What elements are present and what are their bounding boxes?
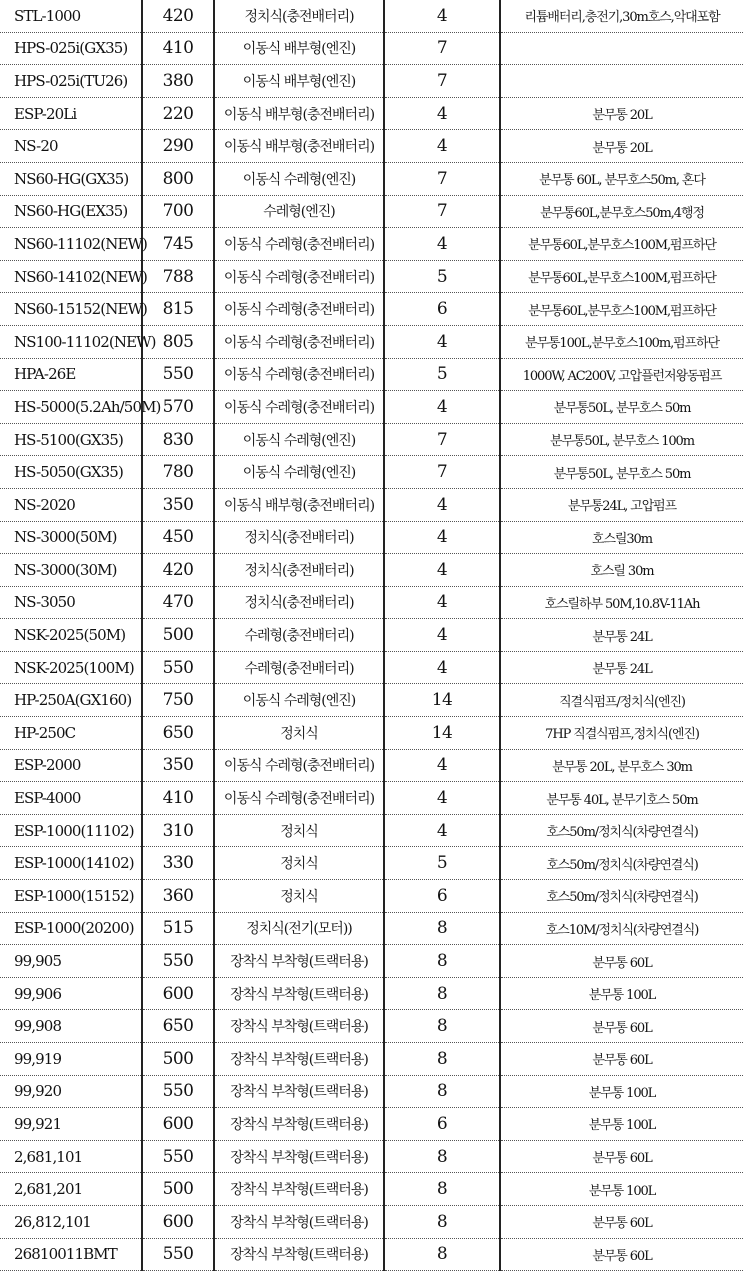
type-cell: 수레형(충전배터리) xyxy=(214,619,384,652)
note-cell: 분무통 60L xyxy=(500,1010,743,1043)
model-cell: HPA-26E xyxy=(0,358,142,391)
table-row xyxy=(0,977,743,1010)
type-cell: 이동식 수레형(충전배터리) xyxy=(214,293,384,326)
quantity-cell: 4 xyxy=(384,325,500,358)
quantity-cell: 4 xyxy=(384,228,500,261)
type-cell: 이동식 배부형(충전배터리) xyxy=(214,97,384,130)
note-cell: 분무통 20L xyxy=(500,97,743,130)
note-cell xyxy=(500,65,743,98)
model-cell: NS60-HG(GX35) xyxy=(0,162,142,195)
quantity-cell: 5 xyxy=(384,260,500,293)
model-cell: 99,920 xyxy=(0,1075,142,1108)
type-cell: 정치식 xyxy=(214,717,384,750)
price-cell: 500 xyxy=(142,1043,214,1076)
note-cell: 분무통 60L xyxy=(500,1205,743,1238)
note-cell: 분무통 40L, 분무기호스 50m xyxy=(500,782,743,815)
table-row xyxy=(0,945,743,978)
model-cell: 26810011BMT xyxy=(0,1238,142,1271)
table-row xyxy=(0,814,743,847)
note-cell: 분무통 60L xyxy=(500,945,743,978)
type-cell: 이동식 수레형(충전배터리) xyxy=(214,358,384,391)
type-cell: 정치식(충전배터리) xyxy=(214,521,384,554)
note-cell: 1000W, AC200V, 고압플런저왕동펌프 xyxy=(500,358,743,391)
table-row xyxy=(0,1108,743,1141)
model-cell: NS-2020 xyxy=(0,488,142,521)
type-cell: 장착식 부착형(트랙터용) xyxy=(214,945,384,978)
table-row xyxy=(0,228,743,261)
note-cell: 분무통 100L xyxy=(500,977,743,1010)
type-cell: 장착식 부착형(트랙터용) xyxy=(214,977,384,1010)
price-cell: 650 xyxy=(142,1010,214,1043)
table-row xyxy=(0,293,743,326)
table-row xyxy=(0,847,743,880)
note-cell: 분무통24L, 고압펌프 xyxy=(500,488,743,521)
table-row xyxy=(0,162,743,195)
table-row xyxy=(0,0,743,32)
table-row xyxy=(0,1140,743,1173)
quantity-cell: 8 xyxy=(384,945,500,978)
model-cell: ESP-1000(15152) xyxy=(0,880,142,913)
price-cell: 290 xyxy=(142,130,214,163)
price-cell: 500 xyxy=(142,1173,214,1206)
quantity-cell: 4 xyxy=(384,749,500,782)
model-cell: HPS-025i(GX35) xyxy=(0,32,142,65)
table-row xyxy=(0,554,743,587)
model-cell: 99,905 xyxy=(0,945,142,978)
note-cell: 분무통 60L xyxy=(500,1140,743,1173)
note-cell: 분무통50L, 분무호스 100m xyxy=(500,423,743,456)
type-cell: 이동식 수레형(충전배터리) xyxy=(214,325,384,358)
model-cell: ESP-1000(14102) xyxy=(0,847,142,880)
quantity-cell: 4 xyxy=(384,782,500,815)
price-cell: 600 xyxy=(142,977,214,1010)
type-cell: 이동식 수레형(엔진) xyxy=(214,162,384,195)
note-cell: 분무통50L, 분무호스 50m xyxy=(500,456,743,489)
note-cell: 분무통 60L xyxy=(500,1043,743,1076)
table-row xyxy=(0,260,743,293)
quantity-cell: 7 xyxy=(384,195,500,228)
table-row xyxy=(0,325,743,358)
type-cell: 이동식 배부형(엔진) xyxy=(214,65,384,98)
price-cell: 700 xyxy=(142,195,214,228)
model-cell: STL-1000 xyxy=(0,0,142,32)
model-cell: 2,681,201 xyxy=(0,1173,142,1206)
model-cell: HS-5000(5.2Ah/50M) xyxy=(0,391,142,424)
price-cell: 420 xyxy=(142,554,214,587)
quantity-cell: 8 xyxy=(384,1043,500,1076)
type-cell: 이동식 수레형(충전배터리) xyxy=(214,749,384,782)
quantity-cell: 4 xyxy=(384,130,500,163)
table-row xyxy=(0,1173,743,1206)
note-cell: 직결식펌프/정치식(엔진) xyxy=(500,684,743,717)
type-cell: 이동식 수레형(엔진) xyxy=(214,456,384,489)
quantity-cell: 8 xyxy=(384,1010,500,1043)
model-cell: NSK-2025(50M) xyxy=(0,619,142,652)
type-cell: 정치식 xyxy=(214,847,384,880)
price-cell: 600 xyxy=(142,1108,214,1141)
quantity-cell: 4 xyxy=(384,391,500,424)
price-cell: 420 xyxy=(142,0,214,32)
price-cell: 310 xyxy=(142,814,214,847)
type-cell: 수레형(충전배터리) xyxy=(214,651,384,684)
note-cell: 분무통100L,분무호스100m,펌프하단 xyxy=(500,325,743,358)
note-cell: 분무통60L,분무호스100M,펌프하단 xyxy=(500,293,743,326)
model-cell: ESP-1000(20200) xyxy=(0,912,142,945)
price-cell: 330 xyxy=(142,847,214,880)
price-cell: 550 xyxy=(142,1140,214,1173)
table-row xyxy=(0,717,743,750)
model-cell: HS-5050(GX35) xyxy=(0,456,142,489)
model-cell: NS-20 xyxy=(0,130,142,163)
note-cell: 분무통 100L xyxy=(500,1173,743,1206)
price-cell: 745 xyxy=(142,228,214,261)
table-row xyxy=(0,1205,743,1238)
note-cell: 분무통60L,분무호스50m,4행정 xyxy=(500,195,743,228)
price-cell: 830 xyxy=(142,423,214,456)
type-cell: 정치식(전기(모터)) xyxy=(214,912,384,945)
model-cell: NS-3000(30M) xyxy=(0,554,142,587)
note-cell: 7HP 직결식펌프,정치식(엔진) xyxy=(500,717,743,750)
model-cell: 26,812,101 xyxy=(0,1205,142,1238)
table-row xyxy=(0,391,743,424)
table-row xyxy=(0,195,743,228)
model-cell: HPS-025i(TU26) xyxy=(0,65,142,98)
quantity-cell: 8 xyxy=(384,1205,500,1238)
type-cell: 정치식 xyxy=(214,814,384,847)
quantity-cell: 6 xyxy=(384,1108,500,1141)
type-cell: 정치식(충전배터리) xyxy=(214,0,384,32)
quantity-cell: 7 xyxy=(384,162,500,195)
table-row xyxy=(0,488,743,521)
note-cell: 호스릴하부 50M,10.8V-11Ah xyxy=(500,586,743,619)
note-cell: 호스릴 30m xyxy=(500,554,743,587)
model-cell: 99,919 xyxy=(0,1043,142,1076)
quantity-cell: 14 xyxy=(384,717,500,750)
quantity-cell: 8 xyxy=(384,912,500,945)
note-cell: 호스릴30m xyxy=(500,521,743,554)
model-cell: HS-5100(GX35) xyxy=(0,423,142,456)
price-cell: 600 xyxy=(142,1205,214,1238)
type-cell: 장착식 부착형(트랙터용) xyxy=(214,1043,384,1076)
quantity-cell: 7 xyxy=(384,456,500,489)
model-cell: HP-250C xyxy=(0,717,142,750)
note-cell: 리튬배터리,충전기,30m호스,악대포함 xyxy=(500,0,743,32)
note-cell: 분무통 60L, 분무호스50m, 혼다 xyxy=(500,162,743,195)
note-cell: 분무통 24L xyxy=(500,651,743,684)
price-cell: 220 xyxy=(142,97,214,130)
table-row xyxy=(0,619,743,652)
model-cell: 99,908 xyxy=(0,1010,142,1043)
type-cell: 장착식 부착형(트랙터용) xyxy=(214,1238,384,1271)
quantity-cell: 8 xyxy=(384,977,500,1010)
quantity-cell: 4 xyxy=(384,0,500,32)
quantity-cell: 4 xyxy=(384,814,500,847)
table-row xyxy=(0,912,743,945)
table-row xyxy=(0,749,743,782)
type-cell: 이동식 수레형(엔진) xyxy=(214,423,384,456)
price-cell: 800 xyxy=(142,162,214,195)
note-cell: 호스50m/정치식(차량연결식) xyxy=(500,847,743,880)
price-cell: 550 xyxy=(142,651,214,684)
note-cell: 분무통 20L, 분무호스 30m xyxy=(500,749,743,782)
type-cell: 이동식 수레형(충전배터리) xyxy=(214,391,384,424)
type-cell: 장착식 부착형(트랙터용) xyxy=(214,1173,384,1206)
quantity-cell: 7 xyxy=(384,65,500,98)
quantity-cell: 4 xyxy=(384,97,500,130)
type-cell: 정치식(충전배터리) xyxy=(214,586,384,619)
quantity-cell: 8 xyxy=(384,1140,500,1173)
model-cell: NS-3050 xyxy=(0,586,142,619)
quantity-cell: 8 xyxy=(384,1075,500,1108)
table-row xyxy=(0,423,743,456)
model-cell: HP-250A(GX160) xyxy=(0,684,142,717)
quantity-cell: 4 xyxy=(384,619,500,652)
note-cell: 분무통60L,분무호스100M,펌프하단 xyxy=(500,228,743,261)
price-cell: 750 xyxy=(142,684,214,717)
quantity-cell: 6 xyxy=(384,293,500,326)
note-cell: 분무통 100L xyxy=(500,1075,743,1108)
model-cell: ESP-2000 xyxy=(0,749,142,782)
price-cell: 815 xyxy=(142,293,214,326)
model-cell: ESP-1000(11102) xyxy=(0,814,142,847)
table-row xyxy=(0,65,743,98)
type-cell: 이동식 배부형(엔진) xyxy=(214,32,384,65)
table-row xyxy=(0,130,743,163)
note-cell: 분무통 24L xyxy=(500,619,743,652)
price-cell: 515 xyxy=(142,912,214,945)
model-cell: NS60-11102(NEW) xyxy=(0,228,142,261)
price-cell: 550 xyxy=(142,945,214,978)
table-row xyxy=(0,880,743,913)
type-cell: 이동식 수레형(충전배터리) xyxy=(214,782,384,815)
type-cell: 장착식 부착형(트랙터용) xyxy=(214,1140,384,1173)
model-cell: NS100-11102(NEW) xyxy=(0,325,142,358)
quantity-cell: 5 xyxy=(384,847,500,880)
quantity-cell: 7 xyxy=(384,32,500,65)
type-cell: 장착식 부착형(트랙터용) xyxy=(214,1108,384,1141)
model-cell: ESP-20Li xyxy=(0,97,142,130)
table-row xyxy=(0,32,743,65)
model-cell: NS-3000(50M) xyxy=(0,521,142,554)
model-cell: 99,906 xyxy=(0,977,142,1010)
table-row xyxy=(0,1043,743,1076)
table-row xyxy=(0,521,743,554)
price-cell: 550 xyxy=(142,358,214,391)
quantity-cell: 4 xyxy=(384,554,500,587)
table-row xyxy=(0,1075,743,1108)
quantity-cell: 4 xyxy=(384,651,500,684)
model-cell: NSK-2025(100M) xyxy=(0,651,142,684)
quantity-cell: 7 xyxy=(384,423,500,456)
type-cell: 이동식 수레형(엔진) xyxy=(214,684,384,717)
model-cell: NS60-15152(NEW) xyxy=(0,293,142,326)
type-cell: 이동식 배부형(충전배터리) xyxy=(214,488,384,521)
price-cell: 380 xyxy=(142,65,214,98)
note-cell: 분무통 60L xyxy=(500,1238,743,1271)
table-row xyxy=(0,358,743,391)
type-cell: 정치식(충전배터리) xyxy=(214,554,384,587)
model-cell: 99,921 xyxy=(0,1108,142,1141)
note-cell: 호스10M/정치식(차량연결식) xyxy=(500,912,743,945)
type-cell: 장착식 부착형(트랙터용) xyxy=(214,1010,384,1043)
table-row xyxy=(0,97,743,130)
quantity-cell: 5 xyxy=(384,358,500,391)
type-cell: 이동식 배부형(충전배터리) xyxy=(214,130,384,163)
note-cell xyxy=(500,32,743,65)
note-cell: 호스50m/정치식(차량연결식) xyxy=(500,814,743,847)
model-cell: ESP-4000 xyxy=(0,782,142,815)
type-cell: 장착식 부착형(트랙터용) xyxy=(214,1075,384,1108)
price-cell: 410 xyxy=(142,782,214,815)
price-cell: 650 xyxy=(142,717,214,750)
quantity-cell: 14 xyxy=(384,684,500,717)
note-cell: 분무통60L,분무호스100M,펌프하단 xyxy=(500,260,743,293)
table-row xyxy=(0,1010,743,1043)
table-row xyxy=(0,1238,743,1271)
price-cell: 350 xyxy=(142,749,214,782)
quantity-cell: 6 xyxy=(384,880,500,913)
price-cell: 350 xyxy=(142,488,214,521)
quantity-cell: 4 xyxy=(384,521,500,554)
table-row xyxy=(0,586,743,619)
note-cell: 호스50m/정치식(차량연결식) xyxy=(500,880,743,913)
table-row xyxy=(0,684,743,717)
type-cell: 수레형(엔진) xyxy=(214,195,384,228)
model-cell: 2,681,101 xyxy=(0,1140,142,1173)
model-cell: NS60-14102(NEW) xyxy=(0,260,142,293)
price-cell: 550 xyxy=(142,1238,214,1271)
model-cell: NS60-HG(EX35) xyxy=(0,195,142,228)
table-row xyxy=(0,651,743,684)
quantity-cell: 4 xyxy=(384,586,500,619)
type-cell: 이동식 수레형(충전배터리) xyxy=(214,260,384,293)
quantity-cell: 8 xyxy=(384,1238,500,1271)
price-cell: 470 xyxy=(142,586,214,619)
table-row xyxy=(0,782,743,815)
price-cell: 805 xyxy=(142,325,214,358)
price-cell: 570 xyxy=(142,391,214,424)
quantity-cell: 8 xyxy=(384,1173,500,1206)
price-cell: 360 xyxy=(142,880,214,913)
table-row xyxy=(0,456,743,489)
price-cell: 410 xyxy=(142,32,214,65)
price-cell: 780 xyxy=(142,456,214,489)
price-cell: 450 xyxy=(142,521,214,554)
price-cell: 550 xyxy=(142,1075,214,1108)
note-cell: 분무통50L, 분무호스 50m xyxy=(500,391,743,424)
price-cell: 788 xyxy=(142,260,214,293)
quantity-cell: 4 xyxy=(384,488,500,521)
price-cell: 500 xyxy=(142,619,214,652)
note-cell: 분무통 100L xyxy=(500,1108,743,1141)
note-cell: 분무통 20L xyxy=(500,130,743,163)
type-cell: 정치식 xyxy=(214,880,384,913)
type-cell: 이동식 수레형(충전배터리) xyxy=(214,228,384,261)
type-cell: 장착식 부착형(트랙터용) xyxy=(214,1205,384,1238)
